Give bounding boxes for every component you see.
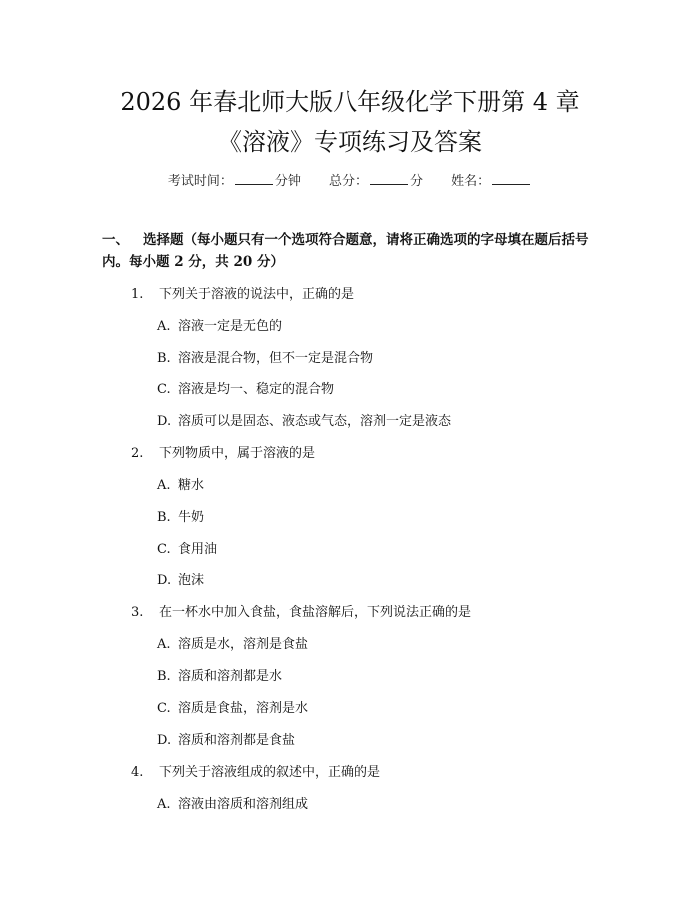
exam-time-unit: 分钟 (274, 174, 301, 189)
total-score-label: 总分： (328, 174, 368, 189)
question-2-option-d (157, 569, 204, 588)
option-text: 牛奶 (178, 510, 205, 525)
question-1 (131, 283, 354, 302)
question-1-option-d (157, 410, 451, 429)
option-letter: D. (157, 573, 172, 588)
question-2-option-a (157, 474, 204, 493)
document-title-line1: 2026 年春北师大版八年级化学下册第 4 章 (120, 88, 580, 116)
total-score-field (329, 174, 423, 189)
question-2-option-b (157, 506, 204, 525)
question-4-option-a (157, 793, 308, 812)
document-title-line2: 《溶液》专项练习及答案 (218, 128, 482, 156)
question-2 (131, 442, 315, 461)
option-text: 溶质可以是固态、液态或气态，溶剂一定是液态 (178, 414, 452, 429)
option-letter: B. (157, 351, 171, 366)
question-number: 3. (131, 605, 144, 620)
question-2-option-c (157, 538, 217, 557)
section-number: 一、 (102, 232, 129, 248)
question-text: 下列关于溶液的说法中，正确的是 (159, 287, 355, 302)
option-letter: A. (157, 319, 171, 334)
question-number: 4. (131, 765, 144, 780)
name-label: 姓名： (451, 174, 491, 189)
option-letter: C. (157, 382, 171, 397)
option-text: 食用油 (178, 542, 218, 557)
section-heading-line1: 选择题（每小题只有一个选项符合题意，请将正确选项的字母填在题后括号 (143, 232, 589, 248)
option-letter: C. (157, 542, 171, 557)
option-text: 溶质是水，溶剂是食盐 (178, 637, 309, 652)
option-text: 溶质和溶剂都是食盐 (178, 733, 296, 748)
name-blank (492, 173, 530, 185)
question-3-option-d (157, 729, 295, 748)
question-number: 1. (131, 287, 144, 302)
option-text: 溶质和溶剂都是水 (178, 669, 283, 684)
option-text: 溶液是混合物，但不一定是混合物 (178, 351, 374, 366)
total-score-unit: 分 (410, 174, 424, 189)
question-text: 下列关于溶液组成的叙述中，正确的是 (159, 765, 381, 780)
exam-time-blank (235, 173, 273, 185)
option-letter: B. (157, 510, 171, 525)
option-text: 溶质是食盐，溶剂是水 (178, 701, 309, 716)
option-letter: C. (157, 701, 171, 716)
question-text: 在一杯水中加入食盐，食盐溶解后，下列说法正确的是 (159, 605, 472, 620)
section-heading (102, 229, 602, 273)
question-4 (131, 761, 380, 780)
option-letter: D. (157, 414, 172, 429)
question-1-option-c (157, 378, 334, 397)
option-letter: D. (157, 733, 172, 748)
option-letter: A. (157, 797, 171, 812)
option-text: 溶液由溶质和溶剂组成 (178, 797, 309, 812)
question-3 (131, 601, 471, 620)
option-text: 溶液是均一、稳定的混合物 (178, 382, 335, 397)
option-text: 糖水 (178, 478, 205, 493)
name-field (451, 174, 532, 189)
total-score-blank (370, 173, 408, 185)
option-letter: B. (157, 669, 171, 684)
option-text: 泡沫 (178, 573, 205, 588)
option-letter: A. (157, 637, 171, 652)
question-1-option-a (157, 315, 282, 334)
exam-time-field (168, 174, 301, 189)
option-letter: A. (157, 478, 171, 493)
question-3-option-a (157, 633, 308, 652)
option-text: 溶液一定是无色的 (178, 319, 283, 334)
exam-time-label: 考试时间： (167, 174, 233, 189)
question-3-option-b (157, 665, 282, 684)
question-3-option-c (157, 697, 308, 716)
section-heading-line2: 内。每小题 2 分，共 20 分） (102, 254, 284, 270)
question-text: 下列物质中，属于溶液的是 (159, 446, 316, 461)
question-1-option-b (157, 347, 373, 366)
question-number: 2. (131, 446, 144, 461)
exam-info-row (0, 170, 700, 189)
